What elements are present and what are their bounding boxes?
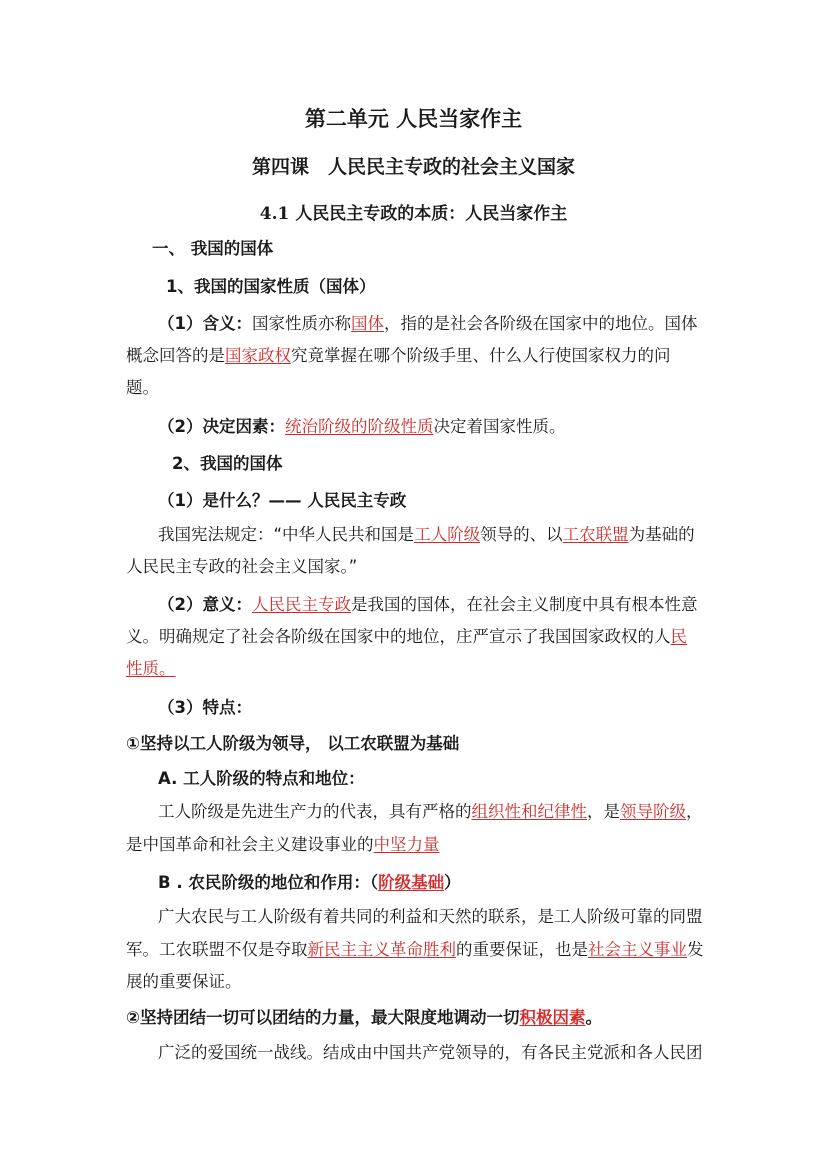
paragraph-peasants-line3: 展的重要保证。 — [126, 972, 242, 991]
text: ，指的是社会各阶级在国家中的地位。国体 — [383, 314, 698, 333]
paragraph-constitution-line2: 人民民主专政的社会主义国家。” — [126, 557, 358, 576]
text: ，是 — [587, 802, 620, 821]
text: 决定着国家性质。 — [433, 417, 566, 436]
paragraph-significance-line3 — [126, 658, 176, 680]
subheading-our-national-system: 2、我国的国体 — [172, 454, 283, 473]
text: 是中国革命和社会主义建设事业的 — [126, 835, 374, 854]
text: 领导的、以 — [480, 525, 563, 544]
text: 。 — [585, 1008, 602, 1027]
keyword-new-democratic-revolution: 新民主主义革命胜利 — [307, 940, 456, 959]
subheading-state-nature: 1、我国的国家性质（国体） — [166, 277, 376, 296]
text: 国家性质亦称 — [251, 314, 351, 333]
keyword-socialist-cause: 社会主义事业 — [588, 940, 687, 959]
paragraph-working-class-line2 — [126, 834, 440, 856]
text: 义。明确规定了社会各阶级在国家中的地位，庄严宣示了我国国家政权的人 — [126, 627, 671, 646]
question-what-is: （1）是什么？—— 人民民主专政 — [158, 491, 407, 510]
keyword-positive-factors: 积极因素 — [519, 1008, 586, 1027]
text: 的重要保证，也是 — [456, 940, 588, 959]
text: ②坚持团结一切可以团结的力量，最大限度地调动一切 — [126, 1008, 520, 1027]
text: 概念回答的是 — [126, 346, 225, 365]
feature-b-heading — [158, 872, 461, 894]
section-title: 4.1 人民民主专政的本质：人民当家作主 — [259, 204, 568, 224]
lesson-title: 第四课 人民民主专政的社会主义国家 — [251, 156, 575, 178]
paragraph-constitution-line1 — [158, 524, 695, 546]
label-meaning: （1）含义： — [158, 314, 252, 333]
paragraph-determinant — [158, 416, 565, 438]
paragraph-meaning-line2 — [126, 345, 671, 367]
keyword-people: 民 — [670, 627, 687, 646]
keyword-worker-peasant-alliance: 工农联盟 — [562, 525, 629, 544]
keyword-state-power: 国家政权 — [225, 346, 291, 365]
text: 为基础的 — [628, 525, 695, 544]
unit-title: 第二单元 人民当家作主 — [304, 106, 523, 131]
paragraph-meaning-line3: 题。 — [126, 378, 159, 397]
paragraph-working-class-line1 — [158, 801, 703, 823]
text: 究竟掌握在哪个阶级手里、什么人行使国家权力的问 — [291, 346, 671, 365]
keyword-class-foundation: 阶级基础 — [378, 873, 445, 892]
text: 军。工农联盟不仅是夺取 — [126, 940, 308, 959]
label-significance: （2）意义： — [158, 595, 252, 614]
label-determinant: （2）决定因素： — [158, 417, 285, 436]
feature-1-heading: ①坚持以工人阶级为领导， 以工农联盟为基础 — [126, 734, 460, 753]
text: B . 农民阶级的地位和作用：（ — [158, 873, 379, 892]
feature-2-heading — [126, 1007, 602, 1029]
text: ， — [686, 802, 703, 821]
keyword-leading-class: 领导阶级 — [620, 802, 686, 821]
label-features: （3）特点： — [158, 698, 252, 717]
paragraph-peasants-line1: 广大农民与工人阶级有着共同的利益和天然的联系，是工人阶级可靠的同盟 — [158, 907, 703, 926]
paragraph-significance-line1 — [158, 594, 697, 616]
paragraph-meaning-line1 — [158, 313, 697, 335]
text: 工人阶级是先进生产力的代表，具有严格的 — [158, 802, 472, 821]
keyword-guoti: 国体 — [350, 314, 384, 333]
heading-national-system: 一、 我国的国体 — [152, 239, 274, 258]
keyword-working-class: 工人阶级 — [414, 525, 481, 544]
text: 发 — [687, 940, 704, 959]
keyword-backbone-force: 中坚力量 — [373, 835, 440, 854]
keyword-ruling-class-nature: 统治阶级的阶级性质 — [284, 417, 434, 436]
feature-a-heading: A. 工人阶级的特点和地位： — [158, 769, 365, 788]
keyword-organization-discipline: 组织性和纪律性 — [471, 802, 587, 821]
text: 是我国的国体，在社会主义制度中具有根本性意 — [350, 595, 698, 614]
keyword-peoples-democratic-dictatorship: 人民民主专政 — [251, 595, 351, 614]
text: ） — [444, 873, 461, 892]
paragraph-united-front: 广泛的爱国统一战线。结成由中国共产党领导的，有各民主党派和各人民团 — [158, 1043, 703, 1062]
keyword-nature: 性质。 — [126, 659, 176, 678]
paragraph-peasants-line2 — [126, 939, 704, 961]
text: 我国宪法规定：“中华人民共和国是 — [158, 525, 415, 544]
paragraph-significance-line2 — [126, 626, 687, 648]
